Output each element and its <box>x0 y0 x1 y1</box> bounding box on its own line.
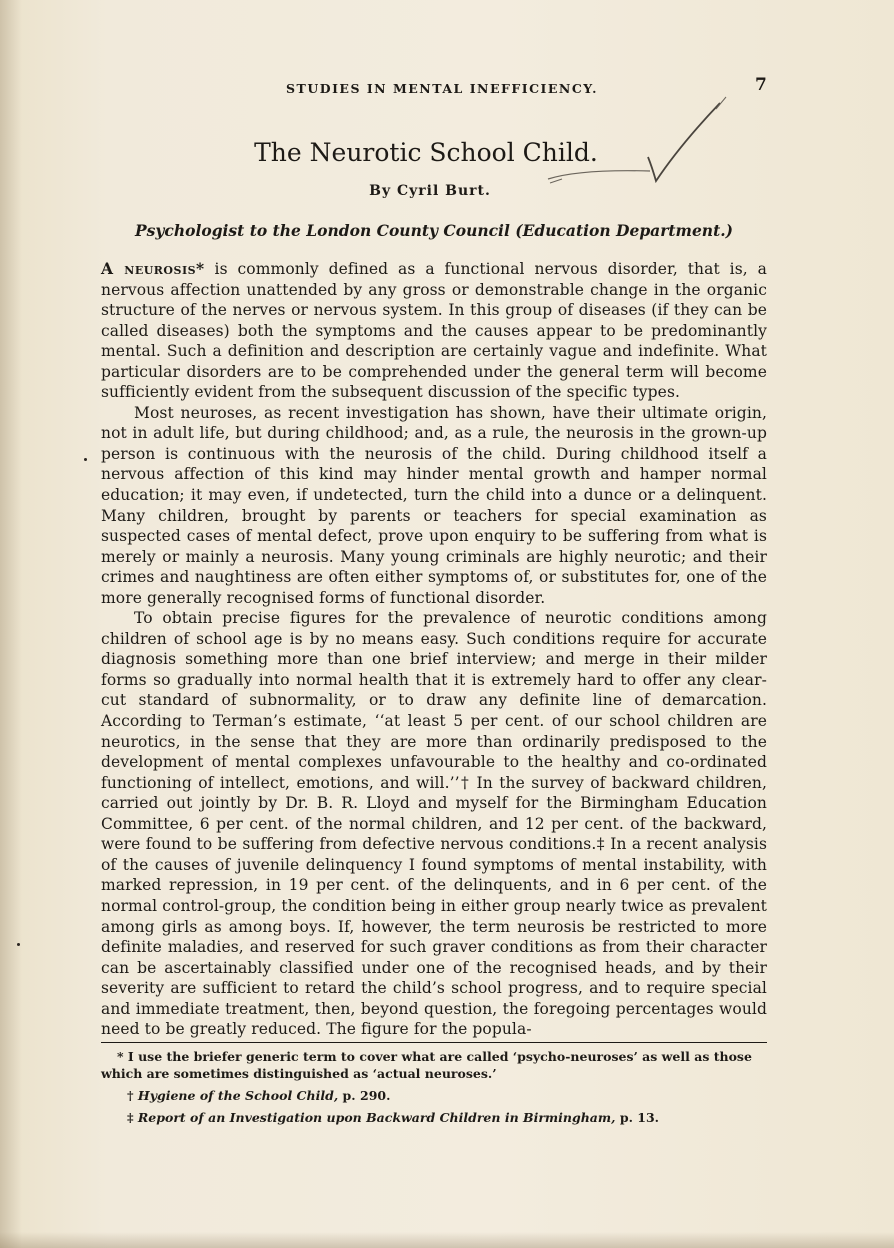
article-body <box>101 259 767 1040</box>
footnote-2-title: Hygiene of the School Child, <box>137 1088 339 1103</box>
footnotes <box>101 1048 767 1130</box>
paragraph-1 <box>101 259 767 403</box>
footnote-2 <box>101 1087 767 1104</box>
paragraph-1-text: is commonly defined as a functional nervous disorder, that is, a nervous affection unattended by any gross or demonstrable change in the organic structure of the nerves or nervous system. In this group of diseases (if they can be called diseases) both the symptoms and the causes appear to be predominantly mental. Such a definition and description are certainly vague and indefinite. What particular disorders are to be comprehended under the general term will become sufficiently evident from the subsequent discussion of the specific types. <box>101 260 768 402</box>
footnote-3-mark: ‡ <box>127 1110 134 1125</box>
footnote-3 <box>101 1109 767 1126</box>
page-number: 7 <box>755 75 767 95</box>
footnote-3-page: p. 13. <box>619 1110 660 1125</box>
affiliation-text: Psychologist to the London County Council <box>135 221 510 240</box>
footnote-2-page: p. 290. <box>342 1088 391 1103</box>
paragraph-2: Most neuroses, as recent investigation has shown, have their ultimate origin, not in adult life, but during childhood; and, as a rule, the neurosis in the grown-up person is continuous with the neurosis of the child. During childhood itself a nervous affection of this kind may hinder mental growth and hamper normal education; it may even, if undetected, turn the child into a dunce or a delinquent. Many children, brought by parents or teachers for special examination as suspected cases of mental defect, prove upon enquiry to be suffering from what is merely or mainly a neurosis. Many young criminals are highly neurotic; and their crimes and naughtiness are often either symptoms of, or substitutes for, one of the more generally recognised forms of functional disorder. <box>101 403 767 607</box>
article-title: The Neurotic School Child. <box>254 138 598 167</box>
check-mark-icon <box>540 95 740 195</box>
footnote-rule <box>101 1042 767 1043</box>
author-byline: By Cyril Burt. <box>369 183 491 199</box>
running-head: STUDIES IN MENTAL INEFFICIENCY. <box>286 81 598 96</box>
footnote-1: * I use the briefer generic term to cover what are called ‘psycho-neuroses’ as well as those which are sometimes distinguished as ‘actual neuroses.’ <box>101 1049 752 1081</box>
paragraph-lead: A neurosis* <box>101 259 205 278</box>
margin-mark <box>17 943 20 946</box>
footnote-3-title: Report of an Investigation upon Backward Children in Birmingham, <box>137 1110 616 1125</box>
author-affiliation: Psychologist to the London County Council (Education Department.) <box>135 221 733 240</box>
paragraph-3: To obtain precise figures for the prevalence of neurotic conditions among children of school age is by no means easy. Such conditions require for accurate diagnosis something more than one brief interview; and merge in their milder forms so gradually into normal health that it is extremely hard to offer any clear-cut standard of subnormality, or to draw any definite line of demarcation. According to Terman’s estimate, ‘‘at least 5 per cent. of our school children are neurotics, in the sense that they are more than ordinarily predisposed to the development of mental complexes unfavourable to the healthy and co-ordinated functioning of intellect, emotions, and will.’’† In the survey of backward children, carried out jointly by Dr. B. R. Lloyd and myself for the Birmingham Education Committee, 6 per cent. of the normal children, and 12 per cent. of the backward, were found to be suffering from defective nervous conditions.‡ In a recent analysis of the causes of juvenile delinquency I found symptoms of mental instability, with marked repression, in 19 per cent. of the delinquents, and in 6 per cent. of the normal control-group, the condition being in either group nearly twice as prevalent among girls as among boys. If, however, the term neurosis be restricted to more definite maladies, and reserved for such graver conditions as from their character can be ascertainably classified under one of the recognised heads, and by their severity are sufficient to retard the child’s school progress, and to require special and immediate treatment, then, beyond question, the foregoing percentages would need to be greatly reduced. The figure for the popula- <box>101 609 767 1039</box>
page-edge <box>0 1232 894 1248</box>
footnote-2-mark: † <box>127 1088 134 1103</box>
affiliation-dept: Education Department <box>522 221 721 240</box>
margin-mark <box>84 458 87 461</box>
